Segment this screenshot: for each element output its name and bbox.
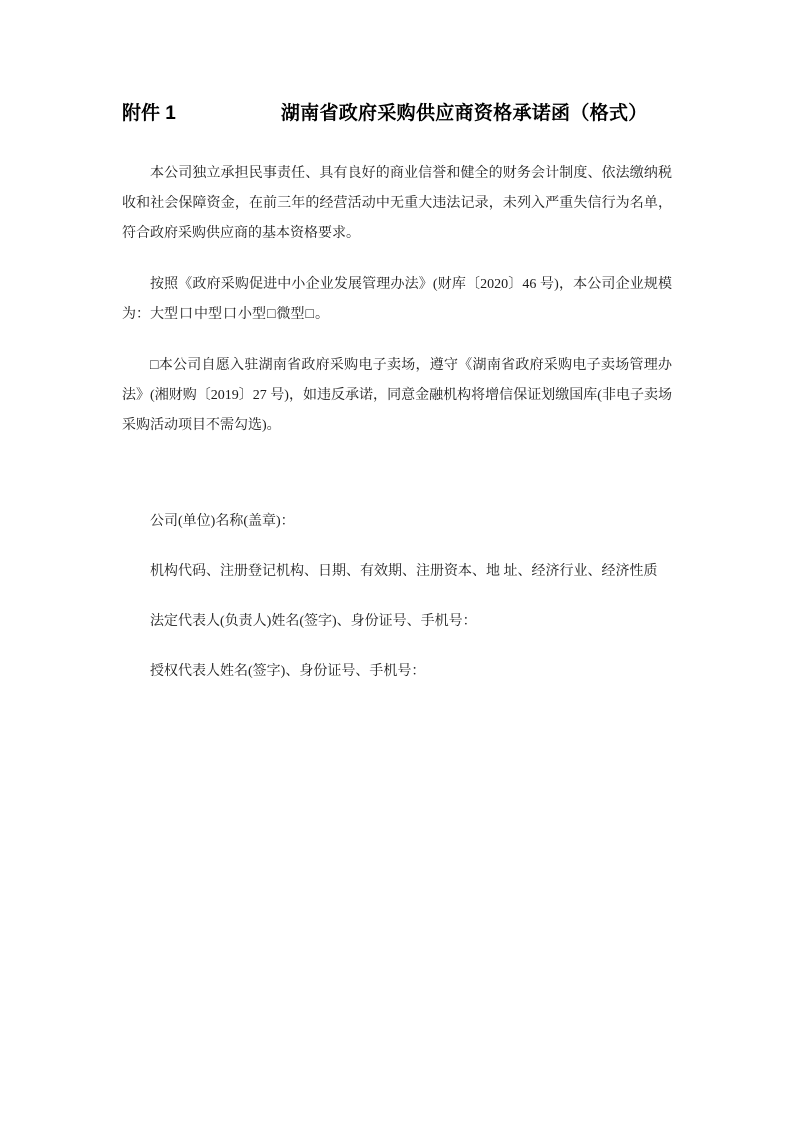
emall-commitment-text: 本公司自愿入驻湖南省政府采购电子卖场，遵守《湖南省政府采购电子卖场管理办法》(湘财购〔2019〕27 号)，如违反承诺，同意金融机构将增信保证划缴国库(非电子卖场采购活动项目不需勾选)。 — [122, 358, 672, 433]
document-header — [122, 98, 672, 125]
document-content — [122, 98, 672, 687]
scale-option-small-checkbox: □ — [267, 307, 276, 322]
emall-checkbox: □ — [150, 358, 159, 373]
paragraph-basic-qualification: 本公司独立承担民事责任、具有良好的商业信誉和健全的财务会计制度、依法缴纳税收和社会保障资金，在前三年的经营活动中无重大违法记录，未列入严重失信行为名单，符合政府采购供应商的基本资格要求。 — [122, 166, 672, 241]
enterprise-scale-period: 。 — [314, 307, 329, 322]
scale-option-micro — [276, 307, 314, 322]
scale-option-micro-label: 微型 — [276, 307, 305, 322]
attachment-label: 附件 1 — [122, 103, 176, 124]
company-name-seal-line: 公司(单位)名称(盖章)： — [150, 514, 295, 529]
enterprise-scale-text: 按照《政府采购促进中小企业发展管理办法》(财库〔2020〕46 号)，本公司企业规模为： — [122, 277, 672, 322]
scale-option-large — [150, 307, 194, 322]
scale-option-medium-checkbox: 口 — [223, 307, 237, 322]
scale-option-small — [238, 307, 276, 322]
scale-option-micro-checkbox: □ — [305, 307, 314, 322]
commitment-body — [122, 159, 672, 441]
scale-option-large-label: 大型 — [150, 307, 178, 322]
scale-option-small-label: 小型 — [238, 307, 266, 322]
scale-option-medium — [194, 307, 238, 322]
scale-option-large-checkbox: 口 — [179, 307, 193, 322]
authorized-representative-line: 授权代表人姓名(签字)、身份证号、手机号： — [150, 664, 426, 679]
scale-option-medium-label: 中型 — [194, 307, 222, 322]
paragraph-enterprise-scale — [122, 270, 672, 330]
document-title: 湖南省政府采购供应商资格承诺函（格式） — [280, 103, 648, 124]
registration-info-line: 机构代码、注册登记机构、日期、有效期、注册资本、地 址、经济行业、经济性质 — [150, 564, 658, 579]
signature-block — [122, 507, 672, 687]
paragraph-emall-commitment — [122, 351, 672, 441]
legal-representative-line: 法定代表人(负责人)姓名(签字)、身份证号、手机号： — [150, 614, 477, 629]
